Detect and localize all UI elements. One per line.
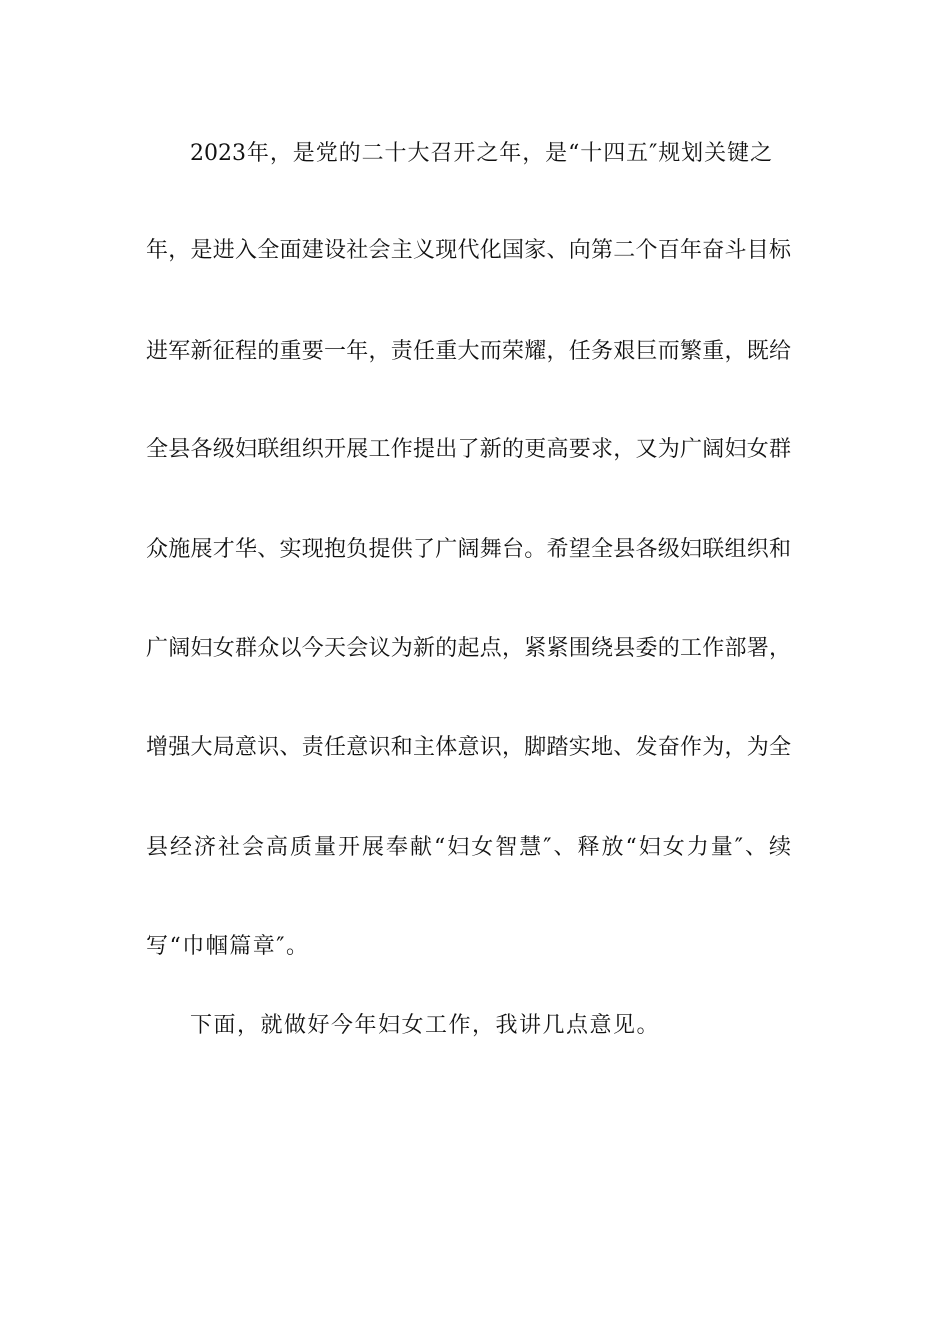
paragraph-1-line-4: 全县各级妇联组织开展工作提出了新的更高要求，又为广阔妇女群 [146, 437, 791, 462]
paragraph-1-line-1: 2023年，是党的二十大召开之年，是“十四五″规划关键之 [190, 141, 772, 166]
paragraph-1-line-8: 县经济社会高质量开展奉献“妇女智慧″、释放“妇女力量″、续 [146, 835, 791, 860]
paragraph-2: 下面，就做好今年妇女工作，我讲几点意见。 [190, 1013, 661, 1038]
paragraph-1-line-2: 年，是进入全面建设社会主义现代化国家、向第二个百年奋斗目标 [146, 238, 791, 263]
paragraph-1-line-6: 广阔妇女群众以今天会议为新的起点，紧紧围绕县委的工作部署， [146, 636, 791, 661]
paragraph-1-line-3: 进军新征程的重要一年，责任重大而荣耀，任务艰巨而繁重，既给 [146, 339, 791, 364]
paragraph-1-line-5: 众施展才华、实现抱负提供了广阔舞台。希望全县各级妇联组织和 [146, 537, 791, 562]
paragraph-1-line-7: 增强大局意识、责任意识和主体意识，脚踏实地、发奋作为，为全 [146, 735, 791, 760]
paragraph-1-line-9: 写“巾帼篇章″。 [146, 934, 310, 959]
